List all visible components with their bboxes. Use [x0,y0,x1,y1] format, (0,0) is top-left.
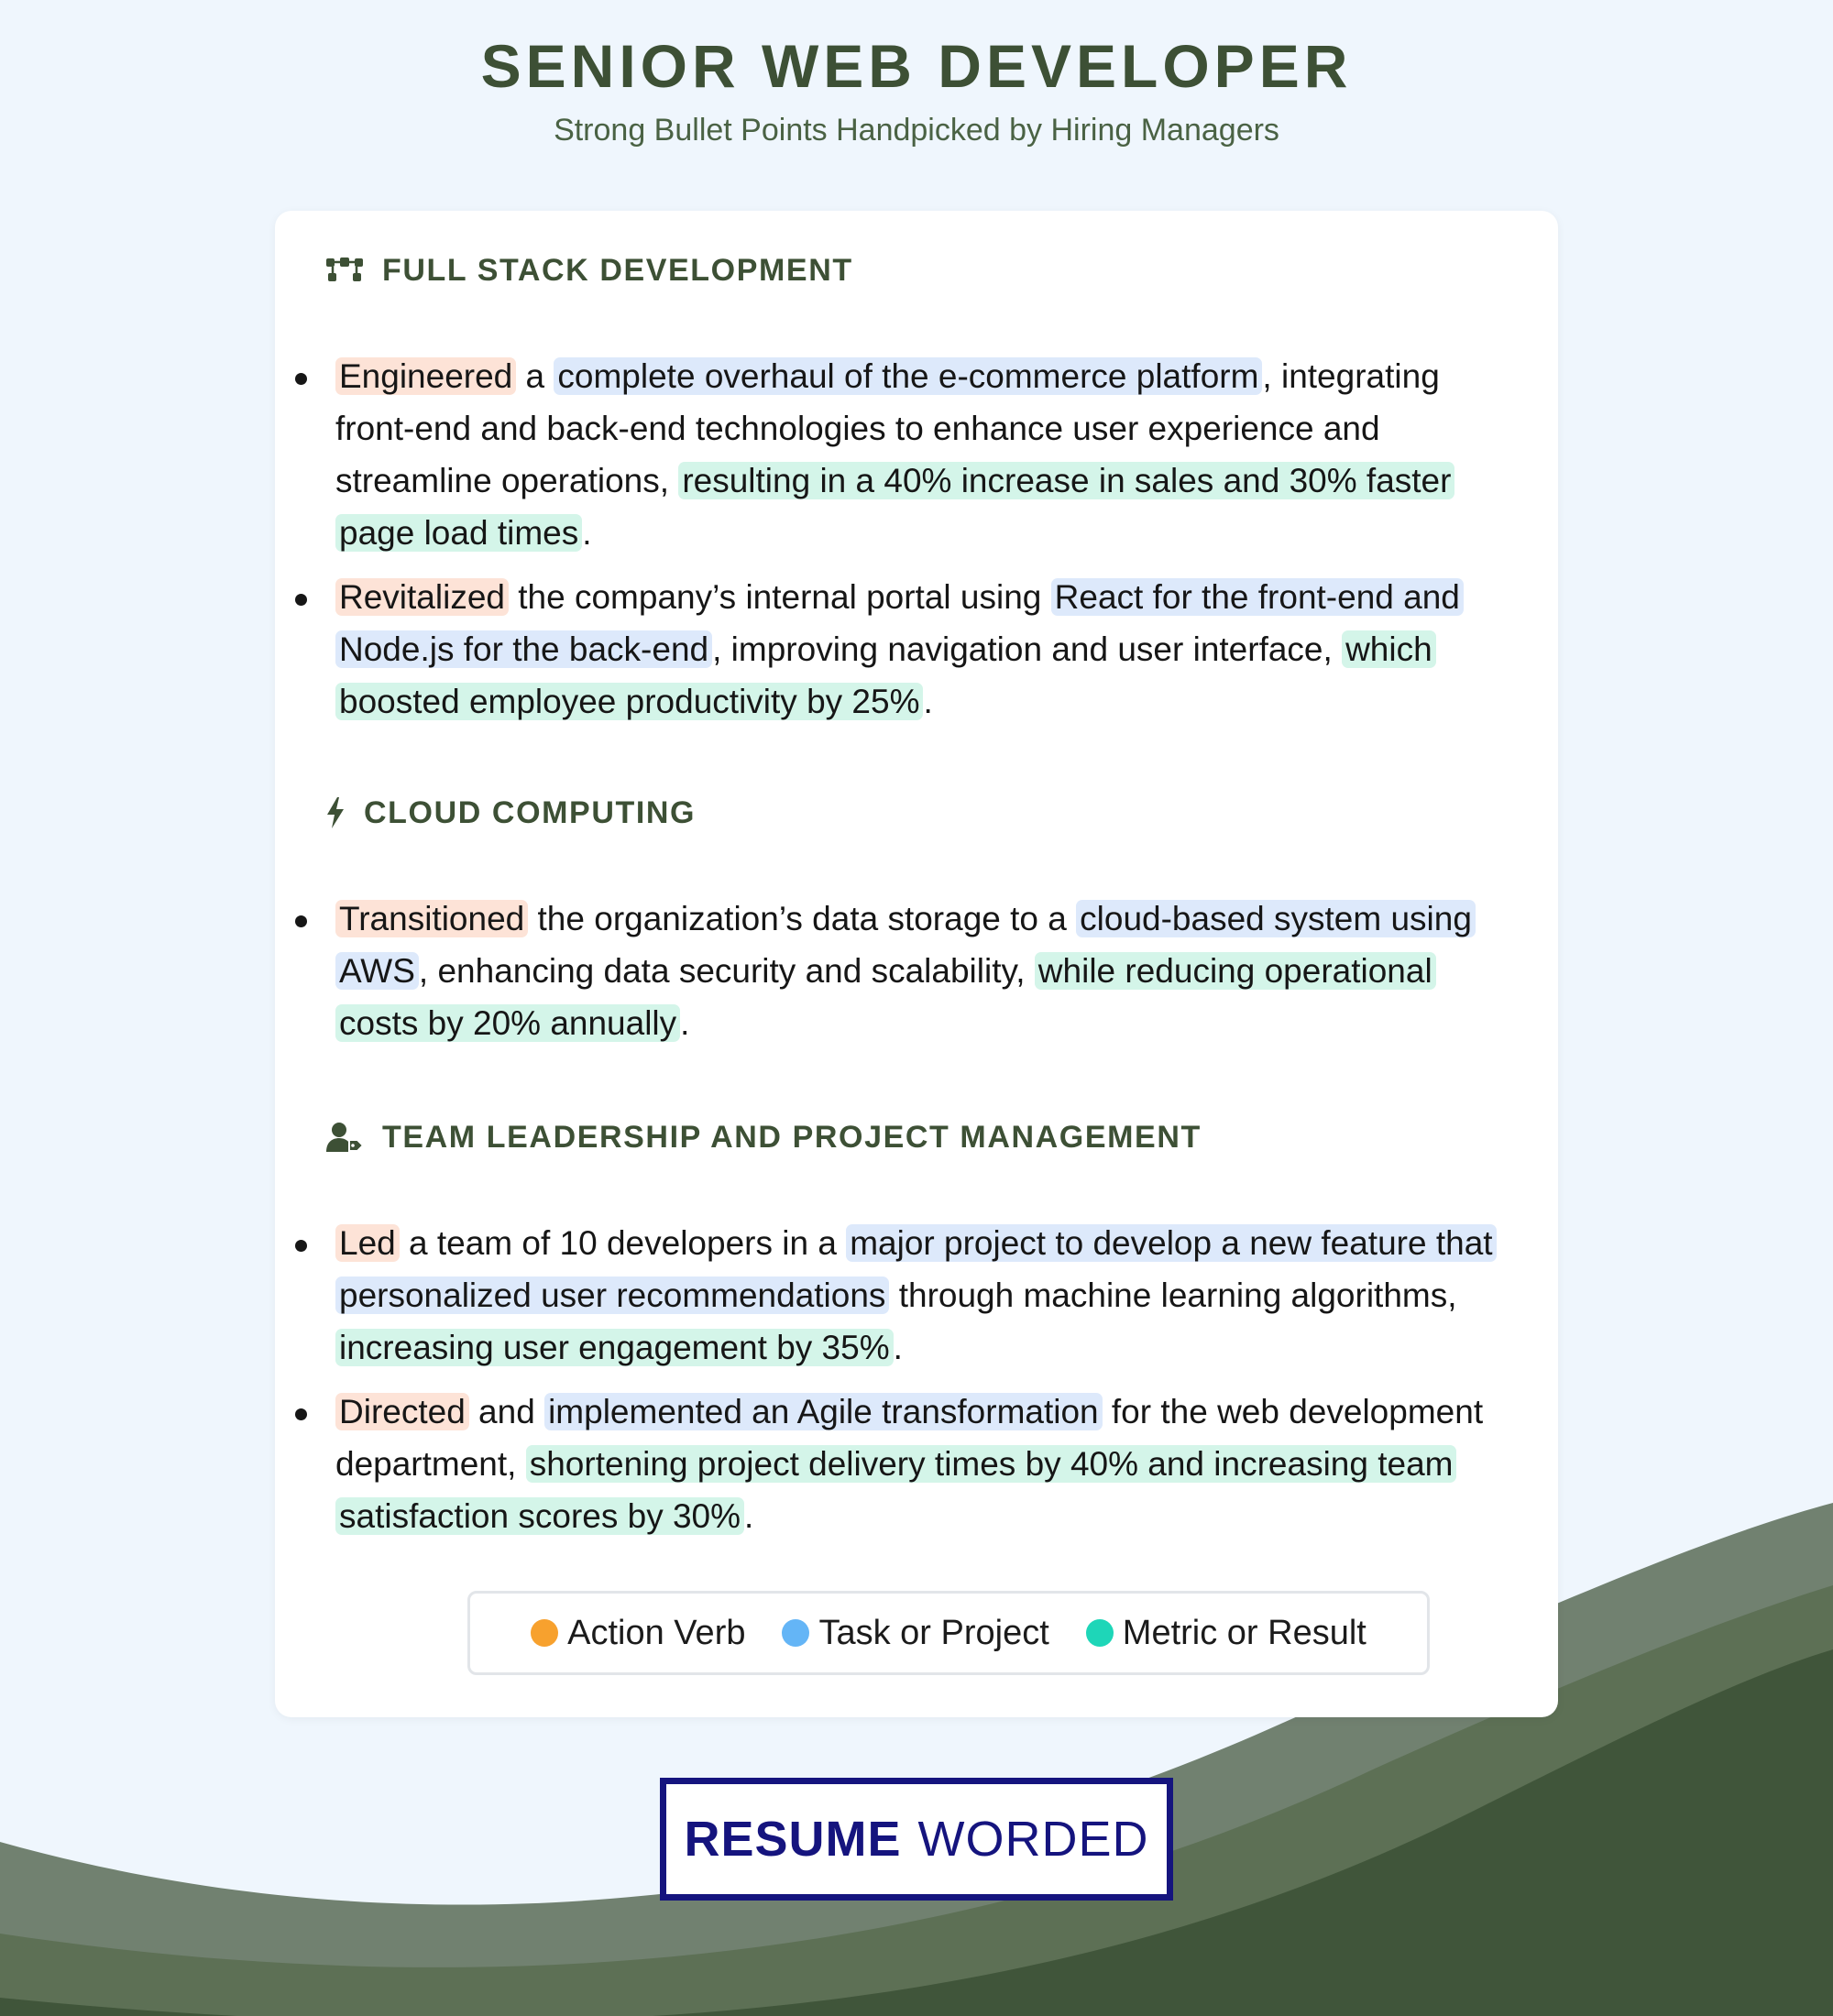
highlight-legend [467,1591,1430,1675]
bullet-text: . [893,1329,903,1366]
task-highlight: React for the front-end and Node.js for the back-end [335,578,1464,668]
section-team-leadership [325,1114,1517,1554]
bullet-list [325,893,1517,1049]
legend-dot [531,1619,558,1647]
page-title: SENIOR WEB DEVELOPER [480,32,1353,100]
bullet-point [325,1217,1517,1374]
logo-word-light: WORDED [917,1812,1149,1867]
metric-highlight: which boosted employee productivity by 25% [335,630,1436,720]
bullet-text: through machine learning algorithms, [889,1276,1457,1314]
metric-highlight: increasing user engagement by 35% [335,1329,894,1366]
legend-label: Task or Project [818,1613,1049,1652]
section-title: CLOUD COMPUTING [364,794,697,830]
bullet-point [325,1386,1517,1542]
section-title: FULL STACK DEVELOPMENT [382,252,853,288]
bullet-text: , enhancing data security and scalability, [418,952,1035,990]
action-verb-highlight: Transitioned [335,900,528,937]
task-highlight: complete overhaul of the e-commerce platform [554,357,1262,395]
task-highlight: implemented an Agile transformation [544,1393,1103,1430]
legend-dot [782,1619,809,1647]
bullet-text: a team of 10 developers in a [399,1224,847,1262]
bullet-text: for the web development department, [335,1393,1484,1483]
bullet-text: a [516,357,554,395]
bullet-text: . [582,514,592,552]
bullet-list [325,350,1517,728]
bullet-point [325,571,1517,728]
action-verb-highlight: Led [335,1224,400,1262]
bullet-text: . [744,1497,754,1535]
metric-highlight: shortening project delivery times by 40% and increasing team satisfaction scores by 30% [335,1445,1456,1535]
bullet-point [325,893,1517,1049]
bullet-text: , improving navigation and user interface, [712,630,1343,668]
task-highlight: major project to develop a new feature that personalized user recommendations [335,1224,1497,1314]
task-highlight: cloud-based system using AWS [335,900,1476,990]
section-cloud-computing [325,790,1517,1061]
bullet-text: and [468,1393,545,1430]
bullet-text: the organization’s data storage to a [528,900,1077,937]
page-subtitle: Strong Bullet Points Handpicked by Hiring Managers [554,113,1279,148]
legend-label: Action Verb [567,1613,746,1652]
legend-dot [1086,1619,1114,1647]
action-verb-highlight: Engineered [335,357,516,395]
action-verb-highlight: Revitalized [335,578,509,616]
resume-worded-logo[interactable] [660,1778,1173,1901]
legend-item-metric-or-result [1086,1614,1367,1653]
logo-word-bold: RESUME [684,1812,902,1867]
metric-highlight: while reducing operational costs by 20% annually [335,952,1436,1042]
bullet-text: . [923,683,933,720]
metric-highlight: resulting in a 40% increase in sales and 30% faster page load times [335,462,1454,552]
legend-item-task-or-project [782,1614,1048,1653]
bullet-points-card [275,211,1558,1717]
bullet-list [325,1217,1517,1542]
legend-item-action-verb [531,1614,745,1653]
lightning-icon [325,794,346,831]
section-title: TEAM LEADERSHIP AND PROJECT MANAGEMENT [382,1119,1202,1155]
bullet-point [325,350,1517,559]
user-tag-icon [325,1119,364,1156]
section-full-stack-development [325,247,1517,740]
action-verb-highlight: Directed [335,1393,469,1430]
bullet-text: . [680,1004,690,1042]
legend-label: Metric or Result [1122,1613,1367,1652]
code-nodes-icon [325,252,364,289]
bullet-text: the company’s internal portal using [508,578,1051,616]
bullet-text: , integrating front-end and back-end technologies to enhance user experience and streamline operations, [335,357,1440,499]
